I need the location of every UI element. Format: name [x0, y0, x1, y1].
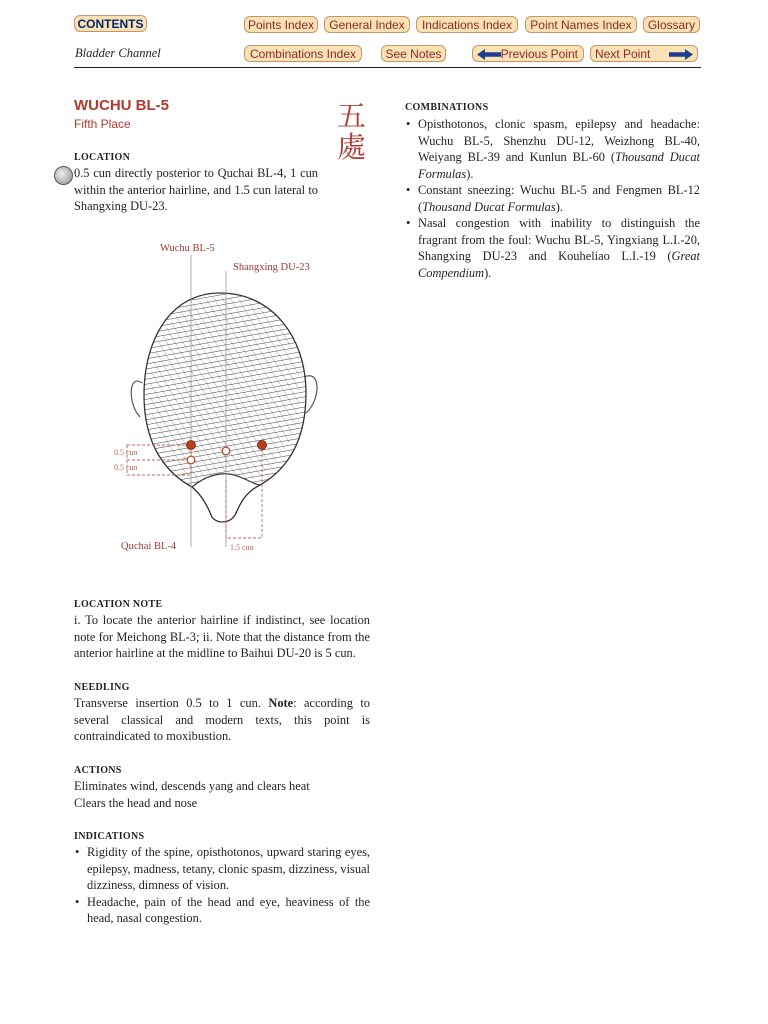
combination-source: Thousand Ducat Formulas — [422, 199, 556, 214]
previous-point-button[interactable] — [472, 45, 584, 62]
needling-text — [74, 695, 370, 745]
contents-button[interactable]: CONTENTS — [74, 15, 147, 32]
measure-label-c: 1.5 cun — [230, 543, 254, 552]
general-index-button[interactable]: General Index — [324, 16, 410, 33]
label-shangxing: Shangxing DU-23 — [233, 262, 310, 273]
combination-end: ). — [484, 265, 492, 280]
combination-source: Great Compendium — [418, 249, 700, 280]
combinations-list — [405, 116, 700, 281]
action-item: Clears the head and nose — [74, 795, 198, 810]
indications-heading: INDICATIONS — [74, 831, 145, 842]
left-ear — [131, 381, 142, 417]
actions-heading: ACTIONS — [74, 765, 122, 776]
chinese-char-1: 五 — [337, 101, 367, 133]
audio-speaker-icon[interactable] — [54, 166, 73, 185]
chinese-characters — [337, 102, 366, 164]
arrow-left-icon — [477, 49, 501, 60]
needling-heading: NEEDLING — [74, 682, 130, 693]
combination-end: ). — [555, 199, 563, 214]
combinations-index-button[interactable]: Combinations Index — [244, 45, 362, 62]
combination-item — [405, 182, 700, 215]
point-wuchu-left[interactable] — [187, 441, 196, 450]
location-heading: LOCATION — [74, 152, 131, 163]
location-note-heading: LOCATION NOTE — [74, 599, 163, 610]
header-divider — [74, 67, 701, 68]
next-point-button[interactable] — [590, 45, 698, 62]
location-text: 0.5 cun directly posterior to Quchai BL-4, 1 cun within the anterior hairline, and 1.5 cun lateral to Shangxing DU-23. — [74, 166, 318, 213]
indication-item: • Rigidity of the spine, opisthotonos, upward staring eyes, epilepsy, madness, tetany, clonic spasm, dizziness, visual dizziness, dimness of vision. — [74, 844, 370, 894]
combination-end: ). — [466, 166, 474, 181]
combination-text: Opisthotonos, clonic spasm, epilepsy and headache: Wuchu BL-5, Shenzhu DU-12, Weizhong BL-40, Weiyang BL-39 and Kunlun BL-60 ( — [418, 117, 700, 164]
measure-label-a: 0.5 cun — [114, 448, 138, 457]
point-names-index-button[interactable]: Point Names Index — [525, 16, 637, 33]
combination-text: Nasal congestion with inability to distinguish the fragrant from the foul: Wuchu BL-5, Yingxiang L.I.-20, Shangxing DU-23 and Kouheliao L.I.-19 ( — [418, 216, 700, 263]
channel-name: Bladder Channel — [75, 46, 161, 60]
combinations-heading: COMBINATIONS — [405, 102, 489, 113]
point-subtitle: Fifth Place — [74, 117, 131, 131]
arrow-right-icon — [669, 49, 693, 60]
point-quchai[interactable] — [187, 456, 195, 464]
indications-list — [74, 844, 370, 927]
see-notes-button[interactable]: See Notes — [381, 45, 446, 62]
chinese-char-2: 處 — [337, 132, 367, 164]
point-title: WUCHU BL-5 — [74, 97, 169, 114]
measure-label-b: 0.5 cun — [114, 463, 138, 472]
point-shangxing[interactable] — [222, 447, 230, 455]
combination-text: Constant sneezing: Wuchu BL-5 and Fengmen BL-12 ( — [418, 183, 700, 214]
combination-source: Thousand Ducat Formulas — [418, 150, 701, 181]
label-wuchu: Wuchu BL-5 — [160, 243, 215, 254]
point-wuchu-right[interactable] — [258, 441, 267, 450]
action-item: Eliminates wind, descends yang and clears heat — [74, 779, 310, 793]
points-index-button[interactable]: Points Index — [244, 16, 318, 33]
head-illustration — [100, 255, 340, 555]
indications-index-button[interactable]: Indications Index — [416, 16, 518, 33]
indication-item: • Headache, pain of the head and eye, heaviness of the head, nasal congestion. — [74, 894, 370, 927]
previous-point-label: Previous Point — [500, 47, 578, 61]
label-quchai: Quchai BL-4 — [121, 541, 177, 552]
needling-text-b: : according to several classical and modern texts, this point is contraindicated to moxibustion. — [74, 696, 371, 743]
needling-note-label: Note — [268, 696, 294, 710]
next-point-label: Next Point — [595, 47, 651, 61]
combination-item — [405, 215, 700, 281]
glossary-button[interactable]: Glossary — [643, 16, 700, 33]
needling-text-a: Transverse insertion 0.5 to 1 cun. — [74, 696, 261, 710]
actions-list — [74, 778, 370, 811]
combination-item — [405, 116, 700, 182]
location-note-text: i. To locate the anterior hairline if indistinct, see location note for Meichong BL-3; ii. Note that the distance from the anterior hairline at the midline to Baihui DU-20 is 5 cun. — [74, 613, 370, 660]
